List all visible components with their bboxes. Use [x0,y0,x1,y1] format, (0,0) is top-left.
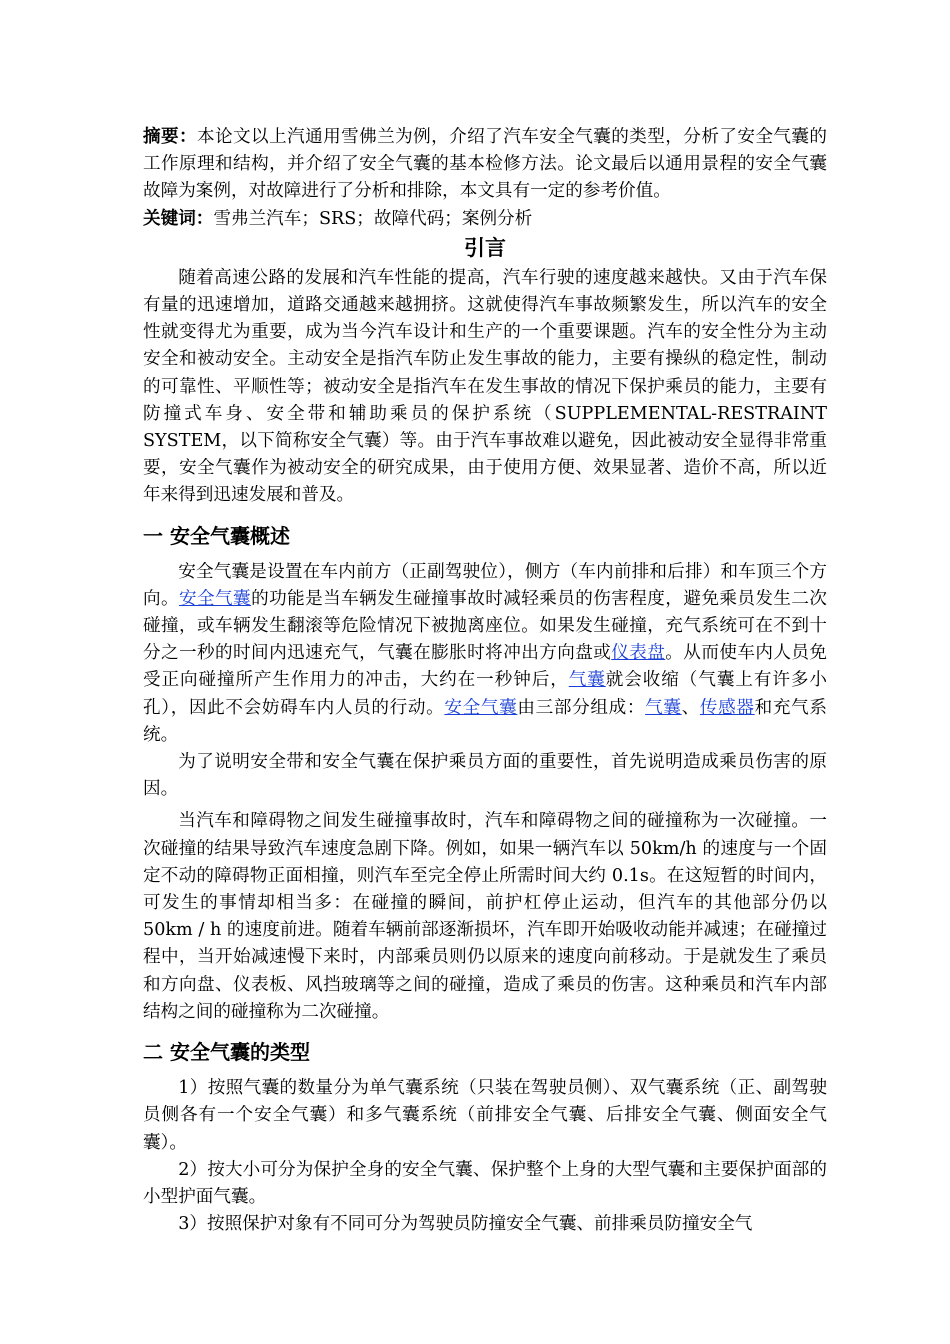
keywords-text: 雪弗兰汽车；SRS；故障代码；案例分析 [213,208,533,229]
section1-p1-text-5: 由三部分组成： [517,697,646,718]
document-page [143,124,827,1238]
section1-paragraph-2: 为了说明安全带和安全气囊在保护乘员方面的重要性，首先说明造成乘员伤害的原因。 [143,752,827,800]
section1-paragraph-3: 当汽车和障碍物之间发生碰撞事故时，汽车和障碍物之间的碰撞称为一次碰撞。一次碰撞的结果导致汽车速度急剧下降。例如，如果一辆汽车以 50km/h 的速度与一个固定不动的障碍物正面相撞，则汽车至完全停止所需时间大约 0.1s。在这短暂的时间内，可发生的事情却相当多：在碰撞的瞬间，前护杠停止运动，但汽车的其他部分仍以 50km / h 的速度前进。随着车辆前部逐渐损坏，汽车即开始吸收动能并减速；在碰撞过程中，当开始减速慢下来时，内部乘员则仍以原来的速度向前移动。于是就发生了乘员和方向盘、仪表板、风挡玻璃等之间的碰撞，造成了乘员的伤害。这种乘员和汽车内部结构之间的碰撞称为二次碰撞。 [143,811,827,1022]
section1-p1-text-1: 安全气囊是设置在车内前方（正副驾驶位），侧方（车内前排和后排）和车顶三个方向。 [143,561,827,609]
section2-paragraph-3: 3）按照保护对象有不同可分为驾驶员防撞安全气囊、前排乘员防撞安全气 [178,1214,753,1235]
section2-heading: 二 安全气囊的类型 [143,1040,310,1065]
abstract-paragraph [143,124,827,206]
section2-paragraph-1: 1）按照气囊的数量分为单气囊系统（只装在驾驶员侧）、双气囊系统（正、副驾驶员侧各有一个安全气囊）和多气囊系统（前排安全气囊、后排安全气囊、侧面安全气囊）。 [143,1078,827,1153]
airbag-link[interactable]: 安全气囊 [179,588,252,609]
section1-p1-text-6: 、 [681,697,700,718]
intro-heading: 引言 [464,235,506,260]
section1-paragraph-1 [143,559,827,749]
section1-p1-text-7: 和充气系统。 [143,697,827,745]
dashboard-link[interactable]: 仪表盘 [611,643,666,664]
keywords-paragraph [143,206,827,233]
section1-p1-text-4: 就会收缩（气囊上有许多小孔），因此不会妨碍车内人员的行动。 [143,670,827,718]
abstract-label: 摘要： [143,127,198,147]
keywords-label: 关键词： [143,208,214,229]
section1-p1-text-3: 。从而使车内人员免受正向碰撞所产生作用力的冲击，大约在一秒钟后， [143,643,827,691]
abstract-text: 本论文以上汽通用雪佛兰为例，介绍了汽车安全气囊的类型，分析了安全气囊的工作原理和结构，并介绍了安全气囊的基本检修方法。论文最后以通用景程的安全气囊故障为案例，对故障进行了分析和排除，本文具有一定的参考价值。 [143,127,827,202]
airbag-link-2[interactable]: 安全气囊 [444,697,518,718]
sensor-link[interactable]: 传感器 [699,697,755,718]
section1-heading: 一 安全气囊概述 [143,523,290,548]
airbag-bag-link[interactable]: 气囊 [568,670,606,691]
section2-paragraph-2: 2）按大小可分为保护全身的安全气囊、保护整个上身的大型气囊和主要保护面部的小型护面气囊。 [143,1159,827,1207]
intro-paragraph: 随着高速公路的发展和汽车性能的提高，汽车行驶的速度越来越快。又由于汽车保有量的迅速增加，道路交通越来越拥挤。这就使得汽车事故频繁发生，所以汽车的安全性就变得尤为重要，成为当今汽车设计和生产的一个重要课题。汽车的安全性分为主动安全和被动安全。主动安全是指汽车防止发生事故的能力，主要有操纵的稳定性，制动的可靠性、平顺性等；被动安全是指汽车在发生事故的情况下保护乘员的能力，主要有防撞式车身、安全带和辅助乘员的保护系统（SUPPLEMENTAL-RESTRAINT SYSTEM，以下简称安全气囊）等。由于汽车事故难以避免，因此被动安全显得非常重要，安全气囊作为被动安全的研究成果，由于使用方便、效果显著、造价不高，所以近年来得到迅速发展和普及。 [143,267,827,506]
section1-p1-text-2: 的功能是当车辆发生碰撞事故时减轻乘员的伤害程度，避免乘员发生二次碰撞，或车辆发生翻滚等危险情况下被抛离座位。如果发生碰撞，充气系统可在不到十分之一秒的时间内迅速充气，气囊在膨胀时将冲出方向盘或 [143,588,827,664]
airbag-bag-link-2[interactable]: 气囊 [645,697,682,718]
